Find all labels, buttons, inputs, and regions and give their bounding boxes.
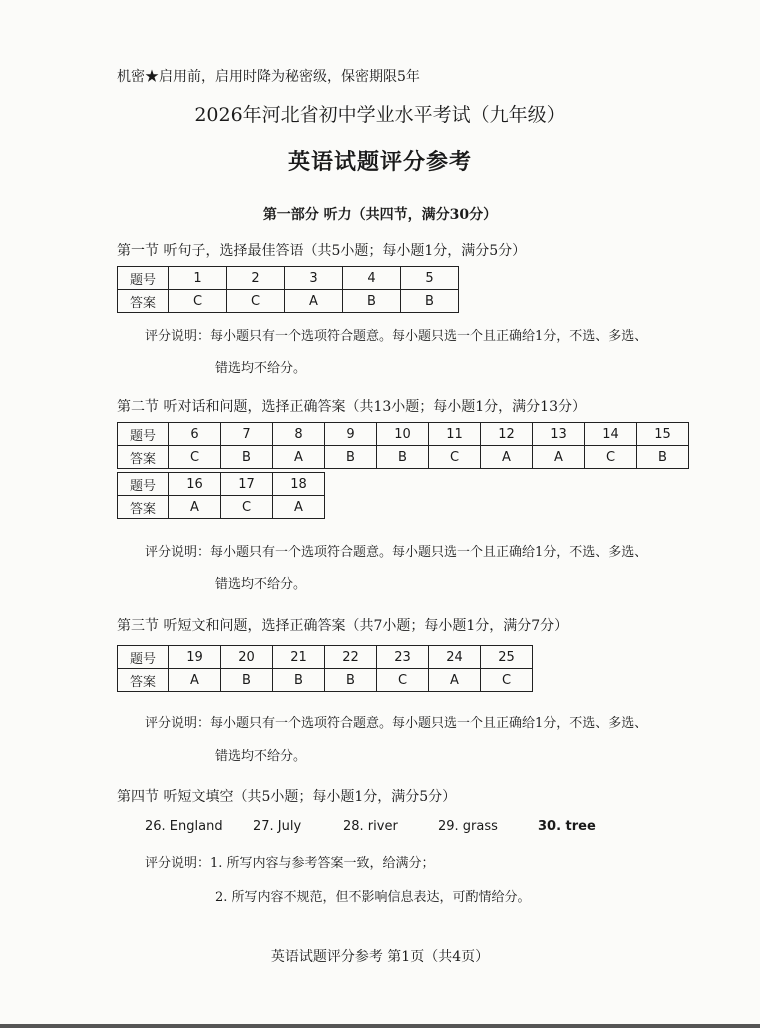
table-cell: A bbox=[273, 446, 325, 469]
table-cell: 17 bbox=[221, 473, 273, 496]
table-cell: A bbox=[533, 446, 585, 469]
table-row bbox=[118, 423, 689, 446]
table-cell: 20 bbox=[221, 646, 273, 669]
part-heading: 第一部分 听力（共四节，满分30分） bbox=[262, 207, 498, 223]
table-cell: C bbox=[221, 496, 273, 519]
table-cell: 18 bbox=[273, 473, 325, 496]
answer-29: 29. grass bbox=[438, 819, 498, 834]
table-cell: C bbox=[585, 446, 637, 469]
table-cell: B bbox=[343, 290, 401, 313]
table-header-cell: 答案 bbox=[118, 290, 169, 313]
answer-30: 30. tree bbox=[538, 819, 596, 834]
section-3-heading: 第三节 听短文和问题，选择正确答案（共7小题；每小题1分，满分7分） bbox=[117, 618, 569, 634]
section-2-heading: 第二节 听对话和问题，选择正确答案（共13小题；每小题1分，满分13分） bbox=[117, 399, 586, 415]
table-cell: 8 bbox=[273, 423, 325, 446]
section-2-answer-table-continued bbox=[117, 472, 325, 519]
section-3-note-line-1: 评分说明：每小题只有一个选项符合题意。每小题只选一个且正确给1分，不选、多选、 bbox=[145, 716, 648, 731]
table-cell: B bbox=[221, 446, 273, 469]
answer-27: 27. July bbox=[253, 819, 302, 834]
table-cell: B bbox=[377, 446, 429, 469]
table-cell: 2 bbox=[227, 267, 285, 290]
table-cell: 7 bbox=[221, 423, 273, 446]
table-header-cell: 题号 bbox=[118, 423, 169, 446]
section-1-note-line-2: 错选均不给分。 bbox=[215, 361, 307, 376]
bottom-edge-divider bbox=[0, 1024, 760, 1028]
table-cell: B bbox=[637, 446, 689, 469]
table-row bbox=[118, 267, 459, 290]
section-3-answer-table bbox=[117, 645, 533, 692]
section-2-note-line-2: 错选均不给分。 bbox=[215, 577, 307, 592]
table-cell: C bbox=[481, 669, 533, 692]
table-cell: B bbox=[221, 669, 273, 692]
table-cell: A bbox=[169, 669, 221, 692]
table-row bbox=[118, 669, 533, 692]
table-cell: A bbox=[169, 496, 221, 519]
table-cell: 13 bbox=[533, 423, 585, 446]
table-cell: A bbox=[481, 446, 533, 469]
table-header-cell: 答案 bbox=[118, 446, 169, 469]
table-row bbox=[118, 290, 459, 313]
table-cell: 1 bbox=[169, 267, 227, 290]
table-cell: 12 bbox=[481, 423, 533, 446]
table-cell: B bbox=[401, 290, 459, 313]
table-cell: 9 bbox=[325, 423, 377, 446]
section-2-note-line-1: 评分说明：每小题只有一个选项符合题意。每小题只选一个且正确给1分，不选、多选、 bbox=[145, 545, 648, 560]
table-cell: 15 bbox=[637, 423, 689, 446]
exam-title: 2026年河北省初中学业水平考试（九年级） bbox=[194, 104, 566, 126]
section-1-heading: 第一节 听句子，选择最佳答语（共5小题；每小题1分，满分5分） bbox=[117, 243, 527, 259]
table-cell: B bbox=[273, 669, 325, 692]
table-header-cell: 题号 bbox=[118, 267, 169, 290]
table-cell: 19 bbox=[169, 646, 221, 669]
table-cell: A bbox=[285, 290, 343, 313]
table-cell: A bbox=[273, 496, 325, 519]
section-4-note-line-2: 2. 所写内容不规范，但不影响信息表达，可酌情给分。 bbox=[215, 890, 531, 905]
table-cell: 10 bbox=[377, 423, 429, 446]
table-cell: 22 bbox=[325, 646, 377, 669]
table-cell: 23 bbox=[377, 646, 429, 669]
answer-28: 28. river bbox=[343, 819, 398, 834]
table-cell: 4 bbox=[343, 267, 401, 290]
table-cell: B bbox=[325, 669, 377, 692]
section-2-answer-table bbox=[117, 422, 689, 469]
table-cell: 14 bbox=[585, 423, 637, 446]
section-3-note-line-2: 错选均不给分。 bbox=[215, 749, 307, 764]
table-header-cell: 答案 bbox=[118, 669, 169, 692]
table-header-cell: 答案 bbox=[118, 496, 169, 519]
table-cell: 16 bbox=[169, 473, 221, 496]
table-row bbox=[118, 496, 325, 519]
table-header-cell: 题号 bbox=[118, 646, 169, 669]
section-1-answer-table bbox=[117, 266, 459, 313]
table-cell: B bbox=[325, 446, 377, 469]
table-cell: 3 bbox=[285, 267, 343, 290]
table-cell: C bbox=[377, 669, 429, 692]
section-1-note-line-1: 评分说明：每小题只有一个选项符合题意。每小题只选一个且正确给1分，不选、多选、 bbox=[145, 329, 648, 344]
table-cell: 24 bbox=[429, 646, 481, 669]
table-header-cell: 题号 bbox=[118, 473, 169, 496]
table-cell: C bbox=[227, 290, 285, 313]
confidentiality-notice: 机密★启用前，启用时降为秘密级，保密期限5年 bbox=[117, 69, 420, 85]
table-row bbox=[118, 446, 689, 469]
table-cell: 5 bbox=[401, 267, 459, 290]
table-cell: C bbox=[169, 446, 221, 469]
answer-26: 26. England bbox=[145, 819, 223, 834]
table-cell: 6 bbox=[169, 423, 221, 446]
document-title: 英语试题评分参考 bbox=[287, 149, 472, 175]
page-footer: 英语试题评分参考 第1页（共4页） bbox=[270, 949, 490, 965]
table-cell: 11 bbox=[429, 423, 481, 446]
table-row bbox=[118, 646, 533, 669]
table-cell: 25 bbox=[481, 646, 533, 669]
table-cell: A bbox=[429, 669, 481, 692]
table-cell: C bbox=[169, 290, 227, 313]
table-row bbox=[118, 473, 325, 496]
section-4-heading: 第四节 听短文填空（共5小题；每小题1分，满分5分） bbox=[117, 789, 457, 805]
table-cell: C bbox=[429, 446, 481, 469]
table-cell: 21 bbox=[273, 646, 325, 669]
section-4-note-line-1: 评分说明：1. 所写内容与参考答案一致，给满分； bbox=[145, 856, 435, 871]
